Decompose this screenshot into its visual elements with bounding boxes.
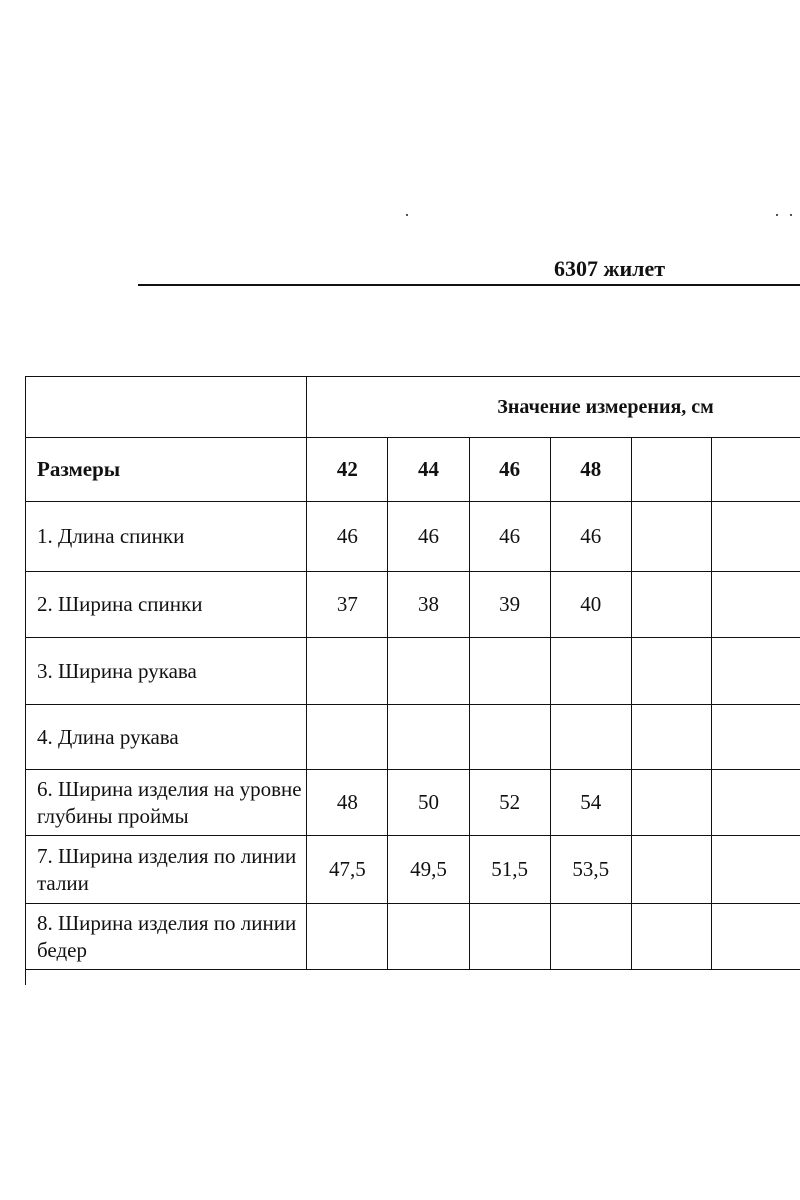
value-cell: 40: [550, 572, 631, 638]
row-label: 6. Ширина изделия на уровне глубины проймы: [26, 770, 307, 836]
value-cell: [712, 836, 800, 904]
value-cell: [469, 904, 550, 970]
row-label: 3. Ширина рукава: [26, 638, 307, 705]
table-row: [26, 770, 800, 836]
value-cell: [631, 572, 711, 638]
value-cell: [307, 638, 388, 705]
value-cell: [631, 836, 711, 904]
value-cell: 46: [388, 502, 469, 572]
value-cell: [550, 904, 631, 970]
value-cell: 48: [307, 770, 388, 836]
value-cell: [712, 770, 800, 836]
value-cell: [631, 904, 711, 970]
table-row: [26, 904, 800, 970]
value-cell: 49,5: [388, 836, 469, 904]
scan-speck: [406, 214, 408, 216]
value-cell: 47,5: [307, 836, 388, 904]
scan-speck: [776, 214, 778, 216]
value-cell: [631, 502, 711, 572]
value-cell: [631, 705, 711, 770]
value-cell: 50: [388, 770, 469, 836]
value-cell: [469, 705, 550, 770]
value-cell: [631, 770, 711, 836]
table-row: [26, 705, 800, 770]
value-cell: [712, 638, 800, 705]
value-cell: 37: [307, 572, 388, 638]
value-cell: [550, 638, 631, 705]
size-cell: 44: [388, 438, 469, 502]
value-cell: 51,5: [469, 836, 550, 904]
table-row: [26, 502, 800, 572]
scan-speck: [790, 214, 792, 216]
size-cell: [712, 438, 800, 502]
value-cell: [550, 705, 631, 770]
value-cell: 46: [550, 502, 631, 572]
table-row: [26, 638, 800, 705]
header-row: [26, 377, 800, 438]
header-empty-cell: [26, 377, 307, 438]
value-cell: 39: [469, 572, 550, 638]
value-cell: [469, 638, 550, 705]
value-cell: [388, 705, 469, 770]
size-cell: [631, 438, 711, 502]
value-cell: [307, 705, 388, 770]
value-cell: 53,5: [550, 836, 631, 904]
value-cell: 46: [469, 502, 550, 572]
value-cell: 46: [307, 502, 388, 572]
value-cell: 52: [469, 770, 550, 836]
value-cell: [388, 638, 469, 705]
size-cell: 42: [307, 438, 388, 502]
document-title: 6307 жилет: [554, 256, 666, 281]
table-border-continuation: [25, 969, 26, 985]
sizes-row: [26, 438, 800, 502]
value-cell: [712, 572, 800, 638]
row-label: 1. Длина спинки: [26, 502, 307, 572]
value-cell: [712, 502, 800, 572]
table-row: [26, 836, 800, 904]
title-underline: [138, 284, 800, 286]
row-label: 7. Ширина изделия по линии талии: [26, 836, 307, 904]
value-cell: 54: [550, 770, 631, 836]
value-cell: [712, 705, 800, 770]
row-label: 4. Длина рукава: [26, 705, 307, 770]
size-cell: 46: [469, 438, 550, 502]
value-cell: [307, 904, 388, 970]
sizes-label: Размеры: [26, 438, 307, 502]
measurement-header: Значение измерения, см: [307, 377, 800, 438]
value-cell: 38: [388, 572, 469, 638]
table-row: [26, 572, 800, 638]
row-label: 2. Ширина спинки: [26, 572, 307, 638]
value-cell: [712, 904, 800, 970]
measurement-table: [25, 376, 800, 970]
size-cell: 48: [550, 438, 631, 502]
row-label: 8. Ширина изделия по линии бедер: [26, 904, 307, 970]
value-cell: [631, 638, 711, 705]
value-cell: [388, 904, 469, 970]
